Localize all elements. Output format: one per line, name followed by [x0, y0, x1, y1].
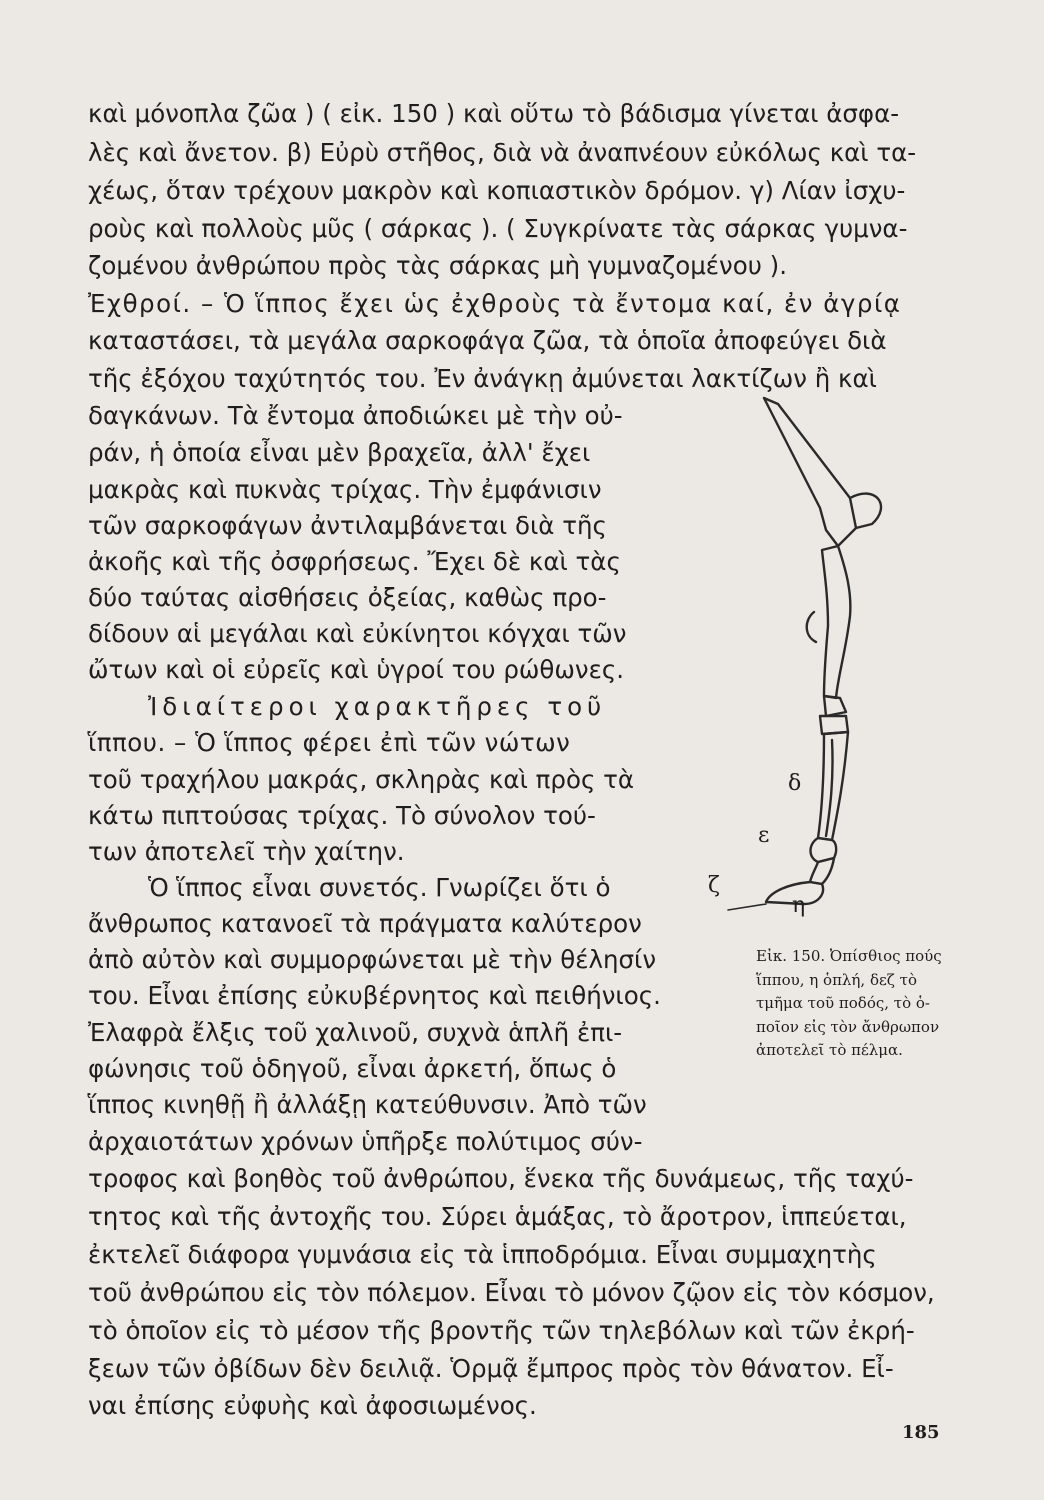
line-13: ἀκοῆς καὶ τῆς ὀσφρήσεως. Ἔχει δὲ καὶ τὰς — [88, 547, 621, 576]
line-36: ναι ἐπίσης εὐφυὴς καὶ ἀφοσιωμένος. — [88, 1391, 537, 1420]
label-epsilon: ε — [758, 823, 770, 848]
heading-characteristics: Ἰδιαίτεροι χαρακτῆρες τοῦ — [148, 692, 607, 721]
line-23: ἄνθρωπος κατανοεῖ τὰ πράγματα καλύτερον — [88, 909, 642, 938]
line-14: δύο ταύτας αἰσθήσεις ὀξείας, καθὼς προ- — [88, 583, 607, 612]
caption-line-2: ἵππου, η ὁπλή, δεζ τὸ — [756, 970, 917, 989]
line-10: ράν, ἡ ὁποία εἶναι μὲν βραχεῖα, ἀλλ' ἔχει — [88, 438, 591, 467]
splint-line — [826, 740, 833, 836]
heading-enemies: Ἐχθροί. – Ὁ ἵππος ἔχει ὡς ἐχθροὺς τὰ ἔντομα καί, ἐν ἀγρίᾳ — [88, 289, 902, 318]
line-28: ἵππος κινηθῇ ἢ ἀλλάξῃ κατεύθυνσιν. Ἀπὸ τῶν — [88, 1090, 647, 1119]
line-35: ξεων τῶν ὀβίδων δὲν δειλιᾷ. Ὁρμᾷ ἔμπρος πρὸς τὸν θάνατον. Εἶ- — [88, 1354, 894, 1383]
page-number: 185 — [902, 1422, 940, 1443]
tibia-bone — [822, 546, 850, 698]
caption-line-1: Εἰκ. 150. Ὀπίσθιος πούς — [756, 947, 942, 965]
line-2: λὲς καὶ ἄνετον. β) Εὐρὺ στῆθος, διὰ νὰ ἀναπνέουν εὐκόλως καὶ τα- — [88, 138, 917, 167]
line-8: τῆς ἐξόχου ταχύτητός του. Ἐν ἀνάγκῃ ἀμύνεται λακτίζων ἢ καὶ — [88, 364, 877, 393]
caption-line-5: ἀποτελεῖ τὸ πέλμα. — [756, 1041, 903, 1059]
line-31: τητος καὶ τῆς ἀντοχῆς του. Σύρει ἁμάξας, τὸ ἄροτρον, ἱππεύεται, — [88, 1202, 907, 1231]
horse-hind-leg-figure — [700, 380, 940, 920]
line-18: ἵππου. – Ὁ ἵππος φέρει ἐπὶ τῶν νώτων — [88, 728, 571, 757]
line-27: φώνησις τοῦ ὁδηγοῦ, εἶναι ἀρκετή, ὅπως ὁ — [88, 1054, 617, 1083]
line-22: Ὁ ἵππος εἶναι συνετός. Γνωρίζει ὅτι ὁ — [148, 873, 611, 902]
caption-line-4: ποῖον εἰς τὸν ἄνθρωπον — [756, 1017, 940, 1036]
line-32: ἐκτελεῖ διάφορα γυμνάσια εἰς τὰ ἱπποδρόμια. Εἶναι συμμαχητὴς — [88, 1240, 877, 1269]
femur-bone — [764, 398, 856, 546]
label-delta: δ — [788, 771, 802, 796]
line-19: τοῦ τραχήλου μακράς, σκληρὰς καὶ πρὸς τὰ — [88, 765, 635, 794]
caption-line-3: τμῆμα τοῦ ποδός, τὸ ὁ- — [756, 994, 930, 1012]
line-16: ὤτων καὶ οἱ εὐρεῖς καὶ ὑγροί του ρώθωνες. — [88, 655, 624, 684]
line-1: καὶ μόνοπλα ζῶα ) ( εἰκ. 150 ) καὶ οὕτω τὸ βάδισμα γίνεται ἀσφα- — [88, 99, 900, 128]
line-25: του. Εἶναι ἐπίσης εὐκυβέρνητος καὶ πειθήνιος. — [88, 981, 661, 1010]
label-zeta: ζ — [708, 873, 720, 898]
line-21: των ἀποτελεῖ τὴν χαίτην. — [88, 837, 405, 866]
line-33: τοῦ ἀνθρώπου εἰς τὸν πόλεμον. Εἶναι τὸ μόνον ζῷον εἰς τὸν κόσμον, — [88, 1278, 935, 1307]
hock-bone-3 — [807, 612, 816, 642]
line-24: ἀπὸ αὐτὸν καὶ συμμορφώνεται μὲ τὴν θέλησίν — [88, 945, 657, 974]
line-11: μακρὰς καὶ πυκνὰς τρίχας. Τὴν ἐμφάνισιν — [88, 475, 602, 504]
line-4: ροὺς καὶ πολλοὺς μῦς ( σάρκας ). ( Συγκρίνατε τὰς σάρκας γυμνα- — [88, 214, 908, 243]
line-12: τῶν σαρκοφάγων ἀντιλαμβάνεται διὰ τῆς — [88, 511, 607, 540]
line-9: δαγκάνων. Τὰ ἔντομα ἀποδιώκει μὲ τὴν οὐ- — [88, 401, 623, 430]
line-7: καταστάσει, τὰ μεγάλα σαρκοφάγα ζῶα, τὰ ὁποῖα ἀποφεύγει διὰ — [88, 326, 887, 355]
line-20: κάτω πιπτούσας τρίχας. Τὸ σύνολον τού- — [88, 801, 596, 830]
line-26: Ἐλαφρὰ ἔλξις τοῦ χαλινοῦ, συχνὰ ἁπλῆ ἐπι- — [88, 1018, 623, 1047]
line-29: ἀρχαιοτάτων χρόνων ὑπῆρξε πολύτιμος σύν- — [88, 1127, 643, 1156]
figure-caption — [756, 945, 956, 1063]
pastern-bone — [810, 858, 834, 884]
label-eta: η — [792, 893, 806, 918]
line-15: δίδουν αἱ μεγάλαι καὶ εὐκίνητοι κόγχαι τῶν — [88, 619, 627, 648]
line-30: τροφος καὶ βοηθὸς τοῦ ἀνθρώπου, ἕνεκα τῆς δυνάμεως, τῆς ταχύ- — [88, 1164, 914, 1193]
line-34: τὸ ὁποῖον εἰς τὸ μέσον τῆς βροντῆς τῶν τηλεβόλων καὶ τῶν ἐκρή- — [88, 1316, 915, 1345]
line-5: ζομένου ἀνθρώπου πρὸς τὰς σάρκας μὴ γυμναζομένου ). — [88, 251, 788, 280]
line-3: χέως, ὅταν τρέχουν μακρὸν καὶ κοπιαστικὸν δρόμον. γ) Λίαν ἰσχυ- — [88, 176, 906, 205]
leader-line — [728, 904, 766, 910]
